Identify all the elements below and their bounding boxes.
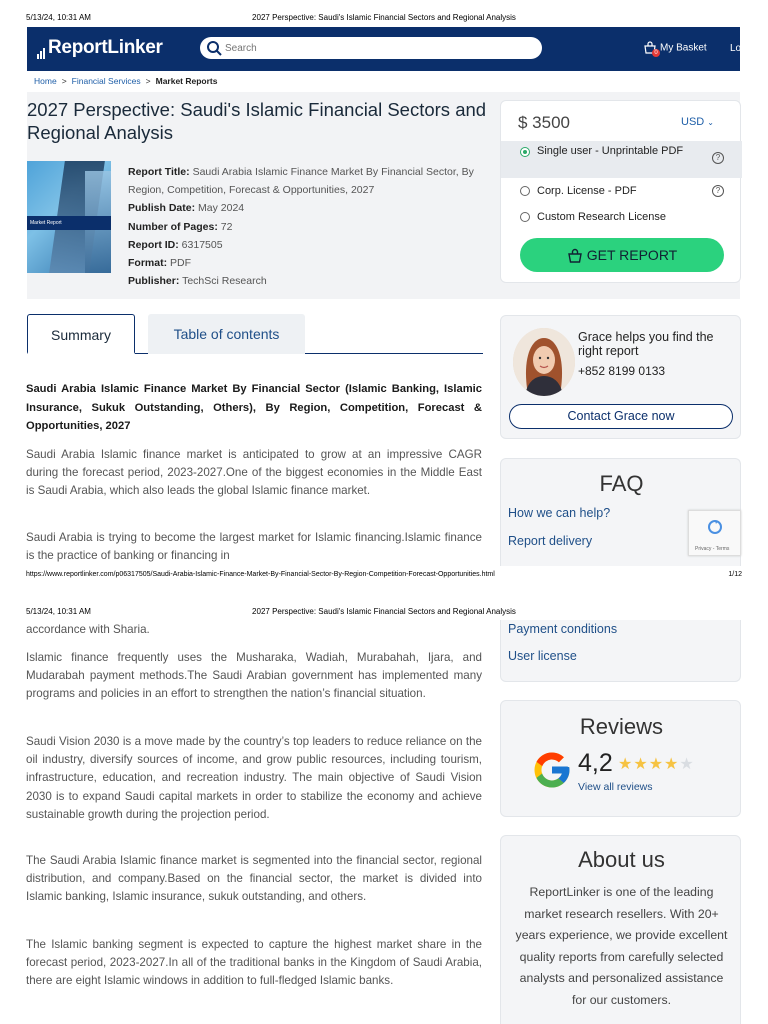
my-basket-link[interactable] — [643, 41, 707, 55]
review-rating: 4,2 — [578, 749, 613, 777]
breadcrumb-separator: > — [61, 76, 67, 86]
print-page-number: 1/12 — [728, 571, 742, 578]
about-title: About us — [578, 847, 665, 872]
faq-link-user-license[interactable]: User license — [508, 649, 577, 663]
report-meta — [128, 163, 488, 290]
meta-pages: Number of Pages: 72 — [128, 220, 233, 233]
reviews-card — [500, 700, 741, 817]
price-value: $ 3500 — [518, 113, 570, 132]
chevron-down-icon: ⌄ — [707, 118, 714, 127]
faq-link-how-we-can-help[interactable]: How we can help? — [508, 506, 611, 520]
pricing-card — [500, 100, 741, 283]
meta-format: Format: PDF — [128, 257, 192, 270]
license-option-corp[interactable]: Corp. License - PDF ? — [501, 183, 742, 203]
google-icon — [531, 749, 573, 791]
print-doc-title: 2027 Perspective: Saudi's Islamic Financial Sectors and Regional Analysis — [252, 13, 516, 22]
article-paragraph: The Islamic banking segment is expected to capture the highest market share in the forecast period, 2023-2027.In all of the traditional banks in the Kingdom of Saudi Arabia, there are eight Islamic windows in addition to full-fledged Islamic banks. — [26, 938, 482, 988]
license-option-custom[interactable]: Custom Research License — [501, 209, 742, 229]
article-heading: Saudi Arabia Islamic Finance Market By Financial Sector (Islamic Banking, Islamic Insurance, Sukuk Outstanding, Others), By Region, Competition, Forecast & Opportunities, 2027 — [26, 383, 482, 432]
star-icon: ★ — [618, 756, 634, 773]
report-cover-image — [27, 161, 111, 273]
radio-unselected[interactable] — [520, 212, 530, 222]
content-tabs — [27, 314, 483, 354]
star-icon: ★ — [648, 756, 665, 773]
print-header: 5/13/24, 10:31 AM 2027 Perspective: Saudi's Islamic Financial Sectors and Regional Analysis — [26, 607, 516, 616]
search-bar[interactable] — [200, 37, 542, 59]
print-header — [0, 13, 768, 27]
article-paragraph: Saudi Arabia is trying to become the largest market for Islamic financing.Islamic finance is the practice of banking or financing in — [26, 531, 482, 563]
breadcrumb-separator: > — [145, 76, 151, 86]
star-icon: ★ — [664, 756, 680, 773]
reviews-title: Reviews — [579, 714, 664, 739]
basket-count-badge: 0 — [652, 49, 660, 57]
contact-heading: Grace helps you find the right report — [578, 330, 714, 358]
basket-label: My Basket — [660, 42, 707, 54]
star-rating — [618, 754, 695, 774]
avatar — [513, 328, 575, 396]
faq-title: FAQ — [599, 471, 644, 496]
meta-publisher: Publisher: TechSci Research — [128, 275, 267, 288]
about-text: ReportLinker is one of the leading market research resellers. With 20+ years experience, we provide excellent quality reports from carefully selected analysts and personalized assistance for our customers. — [515, 885, 728, 1007]
print-url: https://www.reportlinker.com/p06317505/Saudi-Arabia-Islamic-Finance-Market-By-Financial-Sector-By-Region-Competition-Forecast-Opportunities.html — [26, 571, 495, 578]
contact-grace-button[interactable]: Contact Grace now — [509, 404, 733, 429]
faq-link-payment-conditions[interactable]: Payment conditions — [508, 622, 618, 636]
login-link[interactable]: Login — [730, 43, 755, 54]
article-paragraph: Saudi Vision 2030 is a move made by the country’s top leaders to reduce reliance on the oil industry, diversify sources of income, and grow public resources, including tourism, infrastructure, education, and recreation industry. The main objective of Saudi Vision 2030 is to expand Saudi capital markets in order to stabilize the economy and achieve sustainable growth during the projection period. — [26, 735, 482, 821]
reportlinker-logo[interactable]: ReportLinker — [37, 37, 163, 59]
basket-icon — [567, 248, 583, 264]
star-icon: ★ — [633, 756, 649, 773]
cover-band-text: Market Report — [27, 216, 111, 230]
breadcrumb-current: Market Reports — [155, 76, 218, 86]
star-icon: ★ — [679, 756, 695, 773]
radio-unselected[interactable] — [520, 186, 530, 196]
faq-link-report-delivery[interactable]: Report delivery — [508, 534, 593, 548]
help-icon[interactable]: ? — [712, 152, 724, 164]
license-option-single-user[interactable]: Single user - Unprintable PDF ? — [501, 141, 742, 178]
get-report-button[interactable]: GET REPORT — [520, 238, 724, 272]
recaptcha-badge[interactable] — [688, 510, 741, 556]
article-paragraph: Saudi Arabia Islamic finance market is anticipated to grow at an impressive CAGR during the forecast period, 2023-2027.One of the biggest economies in the Middle East is Saudi Arabia, which also leads the global Islamic finance market. — [26, 448, 482, 498]
tab-summary[interactable]: Summary — [27, 314, 135, 354]
top-navbar — [27, 27, 755, 71]
page-title: 2027 Perspective: Saudi's Islamic Financial Sectors and Regional Analysis — [27, 99, 487, 143]
breadcrumb-home[interactable]: Home — [34, 76, 57, 86]
print-datetime: 5/13/24, 10:31 AM — [26, 13, 91, 22]
meta-report-id: Report ID: 6317505 — [128, 238, 223, 251]
recaptcha-text: Privacy - Terms — [695, 546, 730, 552]
contact-card — [500, 315, 741, 439]
meta-publish-date: Publish Date: May 2024 — [128, 202, 245, 215]
meta-report-title: Report Title: Saudi Arabia Islamic Finance Market By Financial Sector, By Region, Competition, Forecast & Opportunities, 2027 — [128, 166, 474, 197]
breadcrumb-financial-services[interactable]: Financial Services — [71, 76, 141, 86]
breadcrumb — [34, 76, 218, 86]
article-paragraph: accordance with Sharia. — [26, 623, 150, 636]
search-input[interactable] — [225, 39, 525, 57]
help-icon[interactable]: ? — [712, 185, 724, 197]
article-paragraph: The Saudi Arabia Islamic finance market is segmented into the financial sector, regional distribution, and company.Based on the financial sector, the market is divided into Islamic banking, Islamic insurance, sukuk outstanding, and others. — [26, 854, 482, 904]
search-icon — [206, 40, 222, 56]
contact-phone[interactable]: +852 8199 0133 — [578, 364, 666, 378]
faq-card-continued — [500, 620, 741, 682]
recaptcha-icon — [707, 519, 723, 535]
currency-select[interactable]: USD ⌄ — [681, 116, 714, 128]
logo-bars-icon — [37, 37, 46, 59]
basket-icon — [643, 41, 657, 55]
radio-selected[interactable] — [520, 147, 530, 157]
tab-table-of-contents[interactable]: Table of contents — [148, 314, 305, 354]
article-paragraph: Islamic finance frequently uses the Musharaka, Wadiah, Murabahah, Ijara, and Mudarabah payment methods.The Saudi Arabian government has implemented many programs and policies in an effort to strengthen the nation’s financial situation. — [26, 651, 482, 701]
about-card — [500, 835, 741, 1024]
view-all-reviews-link[interactable]: View all reviews — [578, 781, 653, 793]
